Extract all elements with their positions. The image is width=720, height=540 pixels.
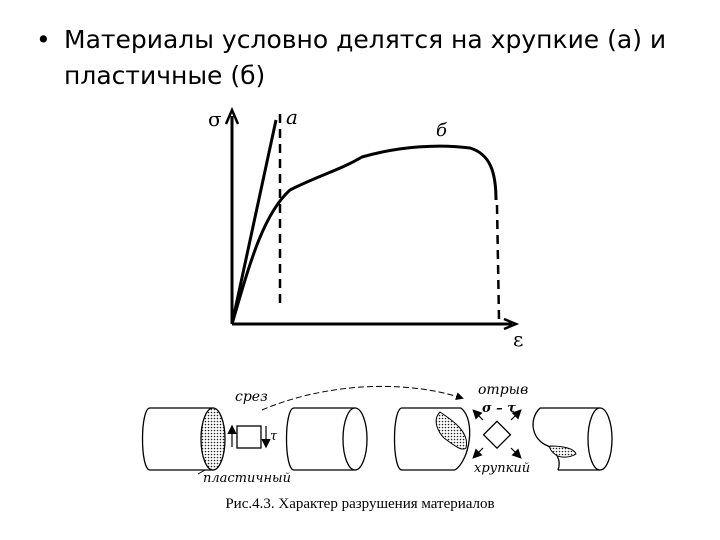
label-plastic: пластичный xyxy=(203,471,291,486)
cylinder-plastic xyxy=(143,389,292,486)
fracture-illustration xyxy=(143,382,613,486)
curve-b-fracture-line xyxy=(497,205,499,320)
label-sigma-tau: σ – τ xyxy=(482,401,516,416)
curve-a-label: а xyxy=(286,105,298,129)
brittle-element-square xyxy=(484,421,511,448)
label-separation: отрыв xyxy=(478,382,529,398)
bullet-text: Материалы условно делятся на хрупкие (а) и пластичные (б) xyxy=(64,25,667,90)
curved-arrow xyxy=(262,386,462,410)
cylinder-brittle-broken xyxy=(533,408,612,470)
label-shear: срез xyxy=(235,389,268,405)
shear-surface xyxy=(201,408,225,470)
curve-a-brittle xyxy=(232,120,276,324)
cylinder-plastic-broken xyxy=(287,408,368,470)
brittle-surface-2 xyxy=(550,446,576,457)
label-brittle: хрупкий xyxy=(474,461,531,476)
bullet-marker: • xyxy=(36,25,51,54)
shear-element-square xyxy=(237,426,261,448)
x-axis-label: ε xyxy=(513,327,524,351)
stress-strain-graph xyxy=(208,105,523,351)
label-tau: τ xyxy=(270,429,278,444)
y-axis-label: σ xyxy=(208,107,222,131)
brittle-surface-1 xyxy=(436,412,466,449)
curve-b-label: б xyxy=(436,120,447,141)
cylinder-brittle xyxy=(395,382,531,476)
curve-b-plastic xyxy=(232,146,496,324)
figure-caption: Рис.4.3. Характер разрушения материалов xyxy=(225,496,495,512)
